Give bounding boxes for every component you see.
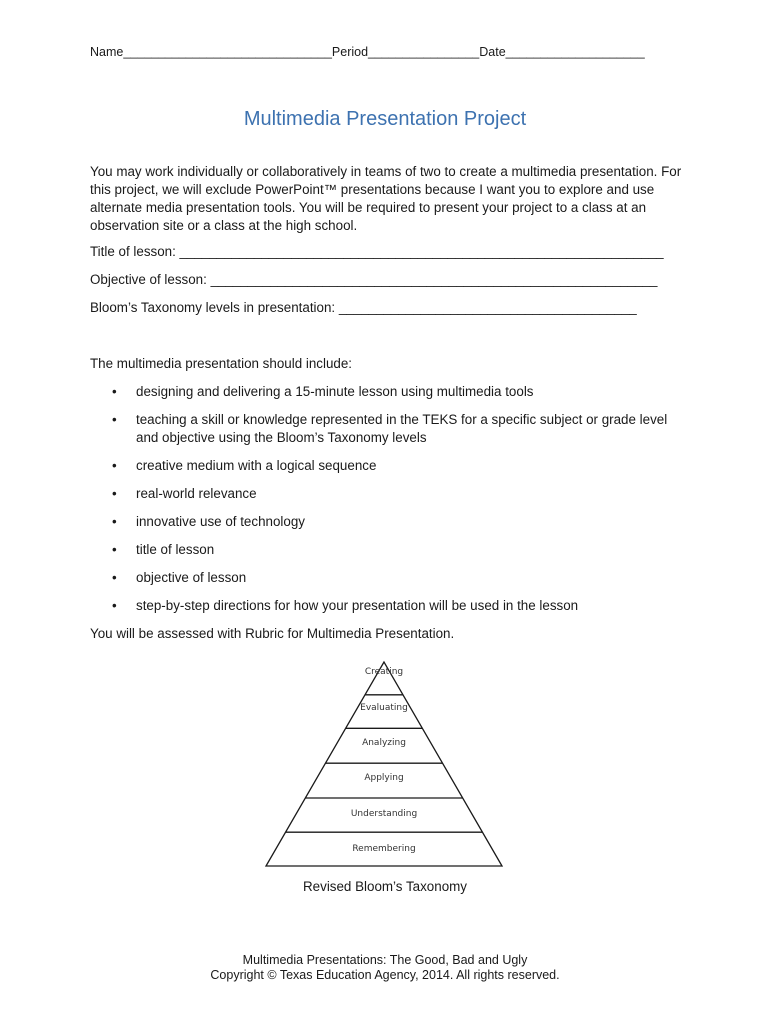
pyramid-level-analyzing: Analyzing (362, 738, 406, 748)
pyramid-level-applying: Applying (364, 773, 404, 783)
intro-paragraph: You may work individually or collaboratively in teams of two to create a multimedia presentation. For this project, we will exclude PowerPoint™ presentations because I want you to explore and use alternate media presentation tools. You will be required to present your project to a class at an observation site or a class at the high school. (90, 164, 682, 233)
bullet-icon: • (112, 514, 117, 529)
blooms-pyramid (262, 660, 506, 870)
blooms-levels-field: Bloom’s Taxonomy levels in presentation: ________________________________________ (90, 300, 637, 315)
bullet-icon: • (112, 486, 117, 501)
list-item-text: designing and delivering a 15-minute lesson using multimedia tools (136, 384, 534, 399)
assessment-note: You will be assessed with Rubric for Multimedia Presentation. (90, 626, 455, 641)
list-item-text: step-by-step directions for how your presentation will be used in the lesson (136, 598, 579, 613)
list-item-text: creative medium with a logical sequence (136, 458, 377, 473)
list-item-text: innovative use of technology (136, 514, 305, 529)
list-item-text: teaching a skill or knowledge represented in the TEKS for a specific subject or grade level and objective using the Bloom’s Taxonomy levels (136, 412, 668, 445)
bullet-icon: • (112, 458, 117, 473)
list-item (90, 569, 670, 587)
objective-of-lesson-field: Objective of lesson: ____________________________________________________________ (90, 272, 658, 287)
list-item (90, 457, 670, 475)
page-title: Multimedia Presentation Project (243, 108, 527, 130)
list-item (90, 485, 670, 503)
bullet-icon: • (112, 542, 117, 557)
list-item (90, 597, 670, 615)
pyramid-level-creating: Creating (364, 667, 404, 677)
title-of-lesson-field: Title of lesson: _________________________________________________________________ (90, 244, 664, 259)
list-item (90, 541, 670, 559)
requirements-list (90, 383, 670, 625)
page-footer (0, 953, 770, 983)
footer-copyright: Copyright © Texas Education Agency, 2014. All rights reserved. (210, 968, 560, 982)
list-item (90, 383, 670, 401)
pyramid-level-remembering: Remembering (352, 844, 416, 854)
list-item-text: objective of lesson (136, 570, 247, 585)
bullet-icon: • (112, 384, 117, 399)
footer-line-1: Multimedia Presentations: The Good, Bad and Ugly (242, 953, 528, 967)
pyramid-level-understanding: Understanding (350, 809, 418, 819)
pyramid-level-evaluating: Evaluating (360, 703, 408, 713)
name-period-date-line: Name______________________________Period________________Date____________________ (90, 45, 645, 59)
bullet-icon: • (112, 412, 117, 427)
bullet-icon: • (112, 598, 117, 613)
bullet-icon: • (112, 570, 117, 585)
pyramid-outline (266, 662, 502, 866)
list-item-text: real-world relevance (136, 486, 257, 501)
pyramid-caption: Revised Bloom’s Taxonomy (303, 879, 467, 894)
list-item-text: title of lesson (136, 542, 215, 557)
list-item (90, 513, 670, 531)
include-heading: The multimedia presentation should include: (90, 356, 353, 371)
list-item (90, 411, 670, 447)
